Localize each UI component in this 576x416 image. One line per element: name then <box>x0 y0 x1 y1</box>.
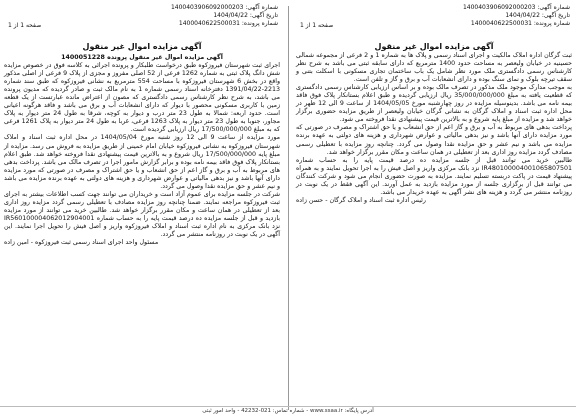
ad-subtitle: آگهی مزایده اموال غیر منقول پرونده 1400051228 <box>61 54 223 61</box>
page-indicator: صفحه 1 از 1 <box>300 22 334 29</box>
left-ad-header <box>0 0 284 40</box>
ad-body <box>292 52 576 205</box>
right-ad-header <box>292 0 576 40</box>
ad-paragraph: اجرای ثبت شهرستان فیروزکوه طبق درخواست طلبکار و پرونده اجرائی به کلاسه فوق در خصوص مزایده شش دانگ پلاک ثبتی به شماره 1262 فرعی از 52 اصلی مفروز و مجزی از پلاک 9 فرعی از اصلی مذکور واقع در بخش 6 شهرستان فیروزکوه با مساحت 554 مترمربع به نشانی فیروزکوه که طبق سند شماره 2213-1391/04/22 دفترخانه اسناد رسمی شماره 1 به نام مالک ثبت و صادر گردیده که مدیون پرونده می باشد، به شرح نظر کارشناس رسمی دادگستری که مصون از اعتراض مانده عبارتست از یک قطعه زمین با کاربری مسکونی محصور با دیوار که دارای انشعابات آب و برق می باشد و فاقد هرگونه اعیانی است. حدود اربعه: شمالا به طول 23 متر درب و دیوار به کوچه، شرقا به طول 24 متر دیوار به پلاک مجاور، جنوبا به طول 23 متر دیوار به پلاک 1263 فرعی، غربا به طول 24 متر دیوار به پلاک 1261 فرعی که به مبلغ 17/500/000/000 ریال ارزیابی گردیده است. <box>4 62 281 134</box>
left-ad-meta <box>171 4 278 28</box>
ad-file-number: شماره پرونده: 1400040622500031 <box>470 20 570 27</box>
ad-title: آگهی مزایده اموال غیر منقول <box>374 42 494 51</box>
left-ad-column <box>0 0 284 416</box>
ad-file-number: شماره پرونده: 1400040622500031 <box>178 20 278 27</box>
ad-number: شماره آگهی: 1400403906092000203 <box>170 4 278 11</box>
ad-paragraph: پرداخت بدهی های مربوط به آب و برق و گاز اعم از حق انشعاب و یا حق اشتراک و مصرف در صورتی که مورد مزایده دارای آنها باشد و نیز بدهی مالیاتی و عوارض شهرداری و هزینه های دولتی به عهده برنده مزایده می باشد و نیم عشر و حق مزایده نقدا وصول می گردد. چنانچه روز مزایده با تعطیلی رسمی مصادف گردد مزایده روز اداری بعد از تعطیلی در همان ساعت و مکان مقرر برگزار خواهد شد. <box>296 124 572 156</box>
page-footer: آدرس پایگاه: www.ssaa.ir - شماره تماس: 021-42232 - واحد امور ثبتی <box>0 406 576 416</box>
right-ad-meta <box>463 4 570 28</box>
ad-paragraph: ثبت گرگان اداره املاک مالکیت و اجرای اسناد رسمی و پلاک ها به شماره 1 و 2 فرعی از مجموعه شمالی حسینیه در خیابان ولیعصر به مساحت حدود 1400 مترمربع که دارای سابقه ثبتی می باشد به شرح نظر کارشناس رسمی دادگستری ملک مورد نظر شامل یک باب ساختمان تجاری مسکونی با اسکلت بتنی و سقف تیرچه بلوک و نمای سنگ بوده و دارای انشعابات آب و برق و گاز و تلفن است. <box>296 52 573 84</box>
ad-paragraph: طالبین خرید می توانند قبل از جلسه مزایده ده درصد قیمت پایه را به حساب شماره IR480100004001065807501 نزد بانک مرکزی واریز و اصل فیش را به اجرا تحویل نمایند و به همراه پیشنهاد قیمت در پاکت دربسته تسلیم نمایند. مزایده به صورت حضوری انجام می شود و شرکت کنندگان می توانند قبل از برگزاری جلسه از مورد مزایده بازدید به عمل آورند. این آگهی فقط در یک نوبت در روزنامه منتشر می گردد و هزینه های نشر آگهی به عهده خریدار می باشد. <box>296 156 572 196</box>
column-divider <box>288 6 289 410</box>
right-ad-column <box>292 0 576 416</box>
ad-paragraph: به موجب مدارک موجود ملک مذکور در تصرف مالک بوده و بر اساس ارزیابی کارشناس رسمی دادگستری که قطعیت یافته به مبلغ 35/000/000/000 ریال ارزیابی گردیده و طبق اعلام بستانکار پلاک فوق فاقد بیمه نامه می باشد. بدینوسیله مزایده در روز چهارشنبه مورخ 1404/05/05 از ساعت 9 الی 12 ظهر در محل اداره ثبت اسناد و املاک گرگان به نشانی گرگان خیابان ولیعصر از طریق مزایده حضوری برگزار خواهد شد و مزایده از مبلغ پایه شروع و به بالاترین قیمت پیشنهادی نقدا فروخته می شود. <box>296 84 572 124</box>
ad-body <box>0 54 284 247</box>
ad-paragraph: شرکت در جلسه مزایده برای عموم آزاد است و خریداران می توانند جهت کسب اطلاعات بیشتر به اجرای ثبت فیروزکوه مراجعه نمایند. ضمنا چنانچه روز مزایده مصادف با تعطیلی رسمی گردد مزایده روز اداری بعد از تعطیلی در همان ساعت و مکان مقرر برگزار خواهد شد. طالبین خرید می توانند از مورد مزایده بازدید و قبل از جلسه مزایده ده درصد قیمت پایه را به حساب شماره IR560100004062012904001 نزد بانک مرکزی به نام اداره ثبت اسناد و املاک فیروزکوه واریز و اصل فیش را تحویل اجرا نمایند. این آگهی در یک نوبت در روزنامه منتشر می گردد. <box>4 190 280 239</box>
ad-signature: مسئول واحد اجرای اسناد رسمی ثبت فیروزکوه - امین زاده <box>4 239 159 247</box>
ad-date: تاریخ آگهی: 1404/04/22 <box>213 12 278 19</box>
ad-number: شماره آگهی: 1400403906092000203 <box>462 4 570 11</box>
ad-signature: رئیس اداره ثبت اسناد و املاک گرگان - حسن زاده <box>296 196 426 204</box>
ad-paragraph: مورد مزایده از ساعت 9 الی 12 روز شنبه مورخ 1404/05/04 در محل اداره ثبت اسناد و املاک شهرستان فیروزکوه به نشانی فیروزکوه خیابان امام خمینی از طریق مزایده به فروش می رسد. مزایده از مبلغ پایه 17/500/000/000 ریال شروع و به بالاترین قیمت پیشنهادی نقدا فروخته خواهد شد. طبق اعلام بستانکار پلاک فوق فاقد بیمه نامه بوده و برابر گزارش مامور اجرا در تصرف مالک می باشد. پرداخت بدهی های مربوط به آب و برق و گاز اعم از حق انشعاب و یا حق اشتراک و مصرف در صورتی که مورد مزایده دارای آنها باشد و نیز بدهی مالیاتی و عوارض شهرداری و هزینه های دولتی به عهده برنده مزایده می باشد و نیم عشر و حق مزایده نقدا وصول می گردد. <box>4 134 281 190</box>
ad-date: تاریخ آگهی: 1404/04/22 <box>505 12 570 19</box>
ad-title: آگهی مزایده اموال غیر منقول <box>82 42 202 51</box>
page-indicator: صفحه 1 از 1 <box>8 22 42 29</box>
